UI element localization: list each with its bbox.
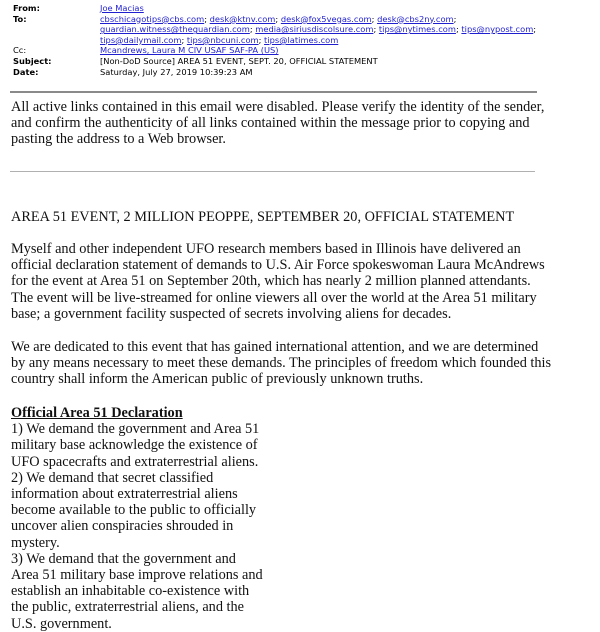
paragraph-2 (11, 339, 591, 388)
to-label: To: (13, 13, 27, 24)
paragraph-line: by any means necessary to meet these demands. The principles of freedom which founded this (11, 355, 552, 372)
declaration-line: the public, extraterrestrial aliens, and the (11, 599, 245, 616)
notice-line: All active links contained in this email were disabled. Please verify the identity of the sender, (11, 99, 545, 115)
recipient-line (100, 14, 593, 25)
paragraph-line: The event will be live-streamed for online viewers all over the world at the Area 51 military (11, 289, 537, 306)
paragraph-line: country shall inform the American public of previously unknown truths. (11, 371, 424, 388)
separator: ; (533, 24, 537, 35)
paragraph-line: base; a government facility suspected of secrets involving aliens for decades. (11, 305, 452, 322)
paragraph-1 (11, 241, 591, 322)
declaration-line: 2) We demand that secret classified (11, 469, 214, 486)
declaration-heading: Official Area 51 Declaration (11, 405, 183, 421)
to-row (13, 14, 593, 46)
to-recipients (100, 14, 593, 46)
cc-label: Cc: (13, 45, 27, 56)
date-value: Saturday, July 27, 2019 10:39:23 AM (100, 66, 253, 77)
date-label: Date: (13, 66, 39, 77)
declaration-line: Area 51 military base improve relations and (11, 567, 263, 584)
paragraph-line: We are dedicated to this event that has gained international attention, and we are determined (11, 339, 539, 355)
declaration-line: UFO spacecrafts and extraterrestrial aliens. (11, 453, 259, 470)
separator: ; (258, 34, 265, 45)
declaration-line: military base acknowledge the existence of (11, 437, 258, 454)
separator: ; (453, 13, 457, 24)
recipient-link[interactable]: guardian.witness@theguardian.com (100, 24, 250, 35)
separator: ; (373, 24, 379, 35)
recipient-link[interactable]: tips@nypost.com (461, 24, 534, 35)
declaration-line: establish an inhabitable co-existence with (11, 583, 250, 600)
declaration (11, 405, 311, 632)
subject-row (13, 56, 593, 67)
date-row (13, 67, 593, 78)
security-notice (11, 99, 591, 148)
from-row (13, 3, 593, 14)
from-link[interactable]: Joe Macias (100, 3, 144, 13)
separator: ; (371, 13, 378, 24)
paragraph-line: official declaration statement of demands to U.S. Air Force spokeswoman Laura McAndrews (11, 257, 545, 274)
separator: ; (181, 34, 187, 45)
recipient-link[interactable]: tips@dailymail.com (100, 34, 182, 45)
notice-divider (10, 171, 535, 172)
header-divider (10, 91, 537, 93)
recipient-link[interactable]: desk@ktnv.com (209, 13, 276, 24)
declaration-line: uncover alien conspiracies shrouded in (11, 518, 234, 535)
declaration-line: 1) We demand the government and Area 51 (11, 421, 260, 438)
recipient-line (100, 24, 593, 35)
recipient-link[interactable]: media@siriusdiscolsure.com (255, 24, 374, 35)
paragraph-line: for the event at Area 51 on September 20th, which has nearly 2 million planned attendants. (11, 273, 531, 290)
from-label: From: (13, 3, 40, 13)
paragraph-line: Myself and other independent UFO research members based in Illinois have delivered an (11, 241, 521, 257)
separator: ; (249, 24, 256, 35)
recipient-link[interactable]: tips@nytimes.com (378, 24, 456, 35)
recipient-link[interactable]: desk@cbs2ny.com (377, 13, 454, 24)
declaration-line: U.S. government. (11, 615, 112, 632)
declaration-line: become available to the public to officially (11, 502, 257, 519)
separator: ; (204, 13, 210, 24)
recipient-link[interactable]: tips@nbcuni.com (186, 34, 259, 45)
recipient-link[interactable]: desk@fox5vegas.com (280, 13, 372, 24)
subject-label: Subject: (13, 55, 52, 66)
email-header (13, 3, 593, 77)
subject-value: [Non-DoD Source] AREA 51 EVENT, SEPT. 20, OFFICIAL STATEMENT (100, 55, 378, 66)
cc-link[interactable]: Mcandrews, Laura M CIV USAF SAF-PA (US) (100, 45, 279, 56)
recipient-link[interactable]: tips@latimes.com (264, 34, 339, 45)
separator: ; (275, 13, 281, 24)
statement-title: AREA 51 EVENT, 2 MILLION PEOPPE, SEPTEMBER 20, OFFICIAL STATEMENT (11, 209, 515, 225)
declaration-line: mystery. (11, 534, 60, 551)
notice-line: pasting the address to a Web browser. (11, 131, 226, 148)
cc-row (13, 45, 593, 56)
declaration-line: 3) We demand that the government and (11, 550, 236, 567)
declaration-line: information about extraterrestrial aliens (11, 486, 238, 503)
separator: ; (455, 24, 462, 35)
recipient-link[interactable]: cbschicagotips@cbs.com (100, 13, 205, 24)
recipient-line (100, 35, 593, 46)
notice-line: and confirm the authenticity of all links contained within the message prior to copying and (11, 115, 530, 132)
